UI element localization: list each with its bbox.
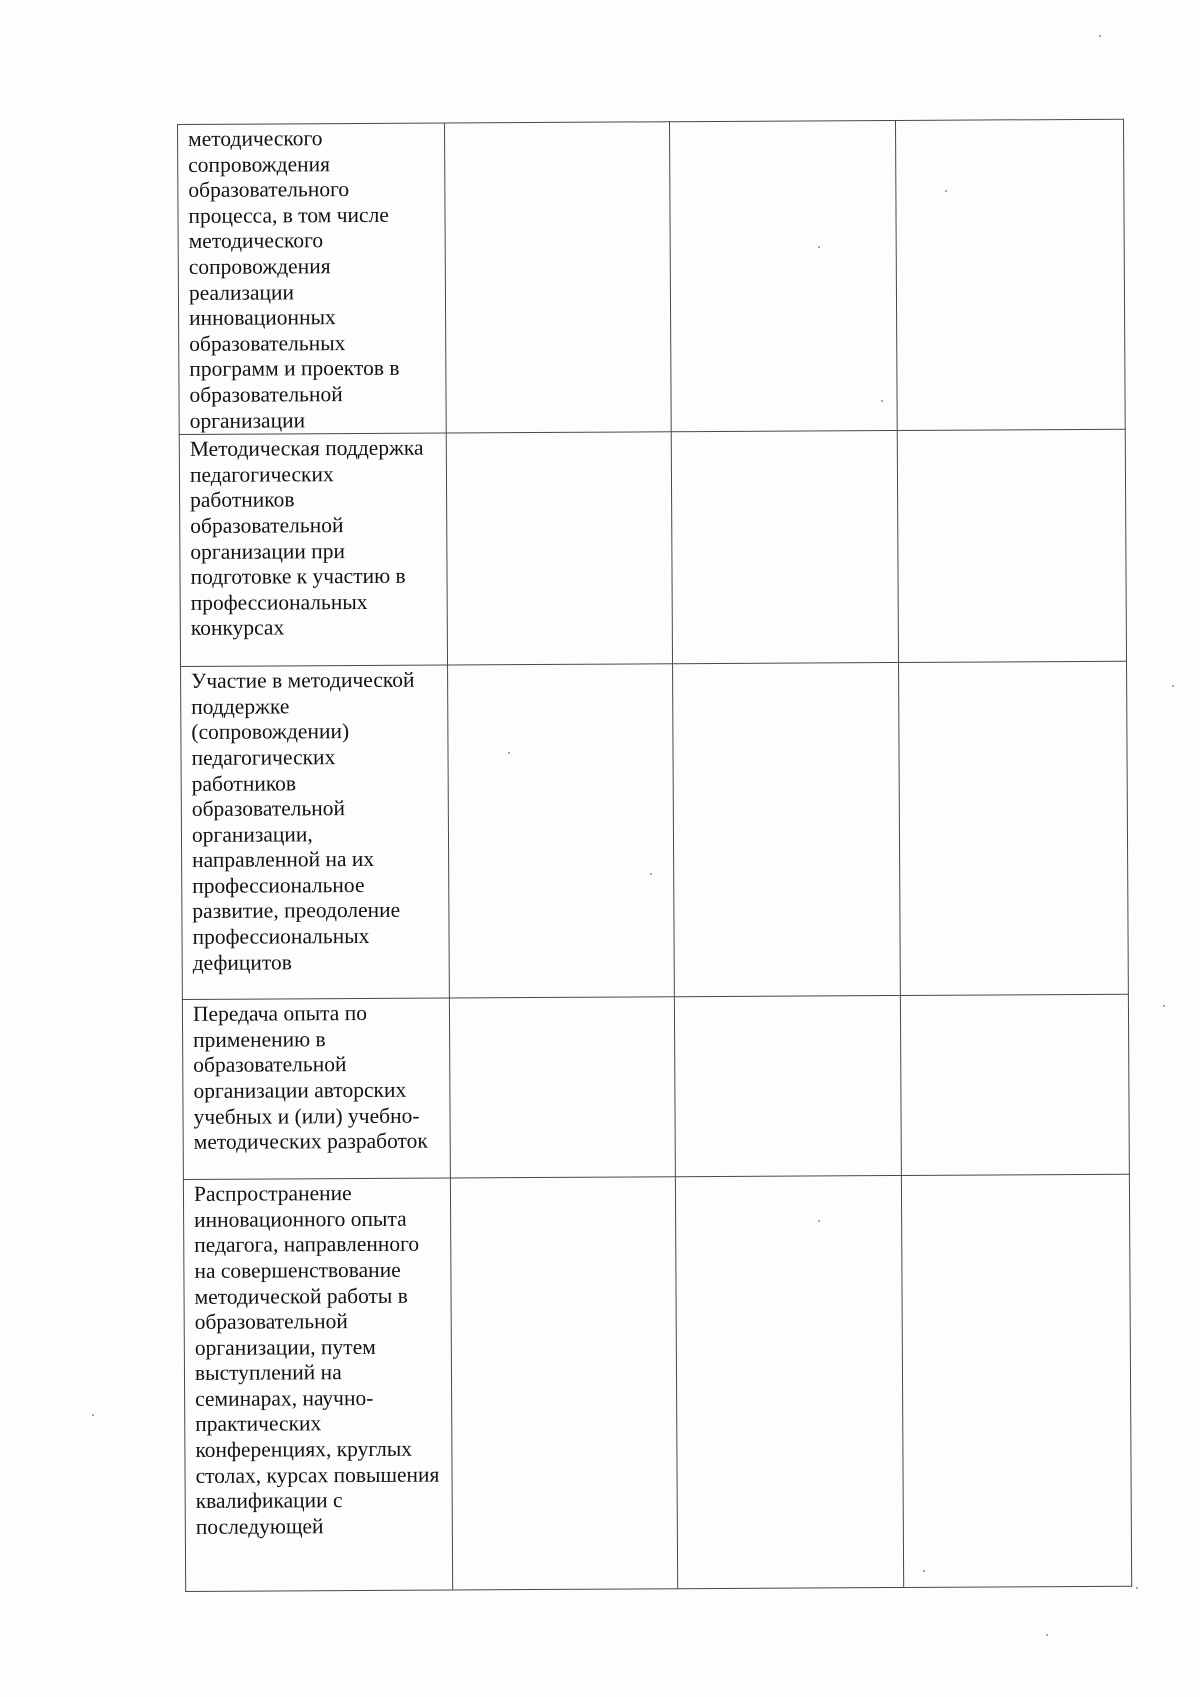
scan-speck: [1136, 1587, 1138, 1589]
scan-speck: [818, 246, 820, 248]
criterion-text-cell: Распространение инновационного опыта педагога, направленного на совершенствование методической работы в образовательной организации, путем выступлений на семинарах, научно-практических конференциях, круглых столах, курсах повышения квалификации с последующей: [183, 1178, 452, 1591]
empty-cell: [444, 122, 671, 433]
table-row: [178, 119, 1126, 434]
empty-cell: [897, 429, 1126, 662]
empty-cell: [448, 664, 675, 998]
scan-speck: [881, 400, 883, 402]
scan-speck: [650, 873, 652, 875]
empty-cell: [450, 1177, 677, 1590]
empty-cell: [901, 1174, 1131, 1587]
empty-cell: [449, 997, 675, 1178]
scan-speck: [818, 1220, 820, 1222]
empty-cell: [673, 663, 901, 997]
scan-speck: [1163, 1005, 1165, 1007]
criterion-text-cell: методического сопровождения образовательного процесса, в том числе методического сопровождения реализации инновационных образовательных программ и проектов в образовательной организации: [178, 123, 447, 435]
table-row: [179, 429, 1126, 666]
empty-cell: [669, 120, 897, 431]
empty-cell: [671, 431, 898, 664]
scan-speck: [508, 752, 510, 754]
criteria-table: [177, 119, 1132, 1592]
scan-speck: [945, 190, 947, 192]
empty-cell: [895, 119, 1125, 430]
scan-speck: [1046, 1634, 1048, 1636]
scan-speck: [92, 1414, 94, 1416]
empty-cell: [900, 994, 1129, 1175]
empty-cell: [899, 661, 1129, 995]
empty-cell: [446, 432, 672, 665]
criterion-text-cell: Методическая поддержка педагогических работников образовательной организации при подготовке к участию в профессиональных конкурсах: [179, 433, 447, 666]
table-row: [181, 661, 1129, 999]
criterion-text-cell: Участие в методической поддержке (сопровождении) педагогических работников образовательной организации, направленной на их профессиональное развитие, преодоление профессиональных дефицитов: [181, 665, 450, 999]
scan-speck: [1099, 35, 1101, 37]
scan-speck: [1172, 685, 1174, 687]
table-row: [182, 994, 1129, 1179]
table-row: [183, 1174, 1131, 1591]
criterion-text-cell: Передача опыта по применению в образовательной организации авторских учебных и (или) учебно-методических разработок: [182, 998, 450, 1179]
scan-speck: [923, 1570, 925, 1572]
empty-cell: [674, 996, 901, 1177]
empty-cell: [675, 1176, 903, 1589]
